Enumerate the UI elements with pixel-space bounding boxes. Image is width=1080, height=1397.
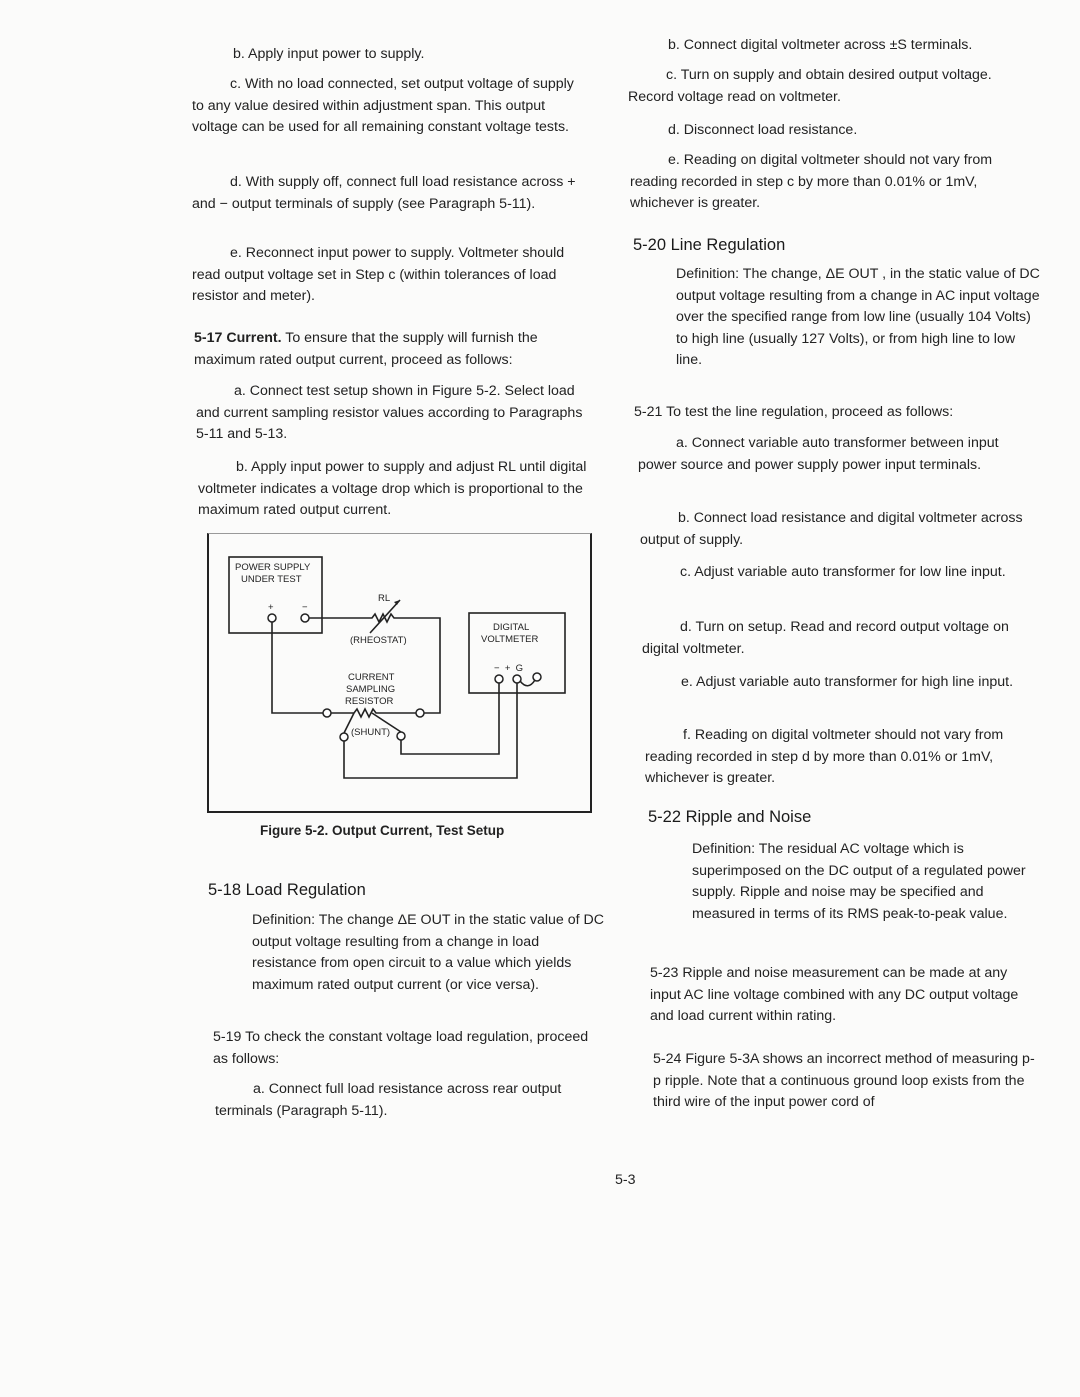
heading-5-22: 5-22 Ripple and Noise [648, 808, 812, 826]
heading-5-20: 5-20 Line Regulation [633, 236, 786, 254]
csr-label-3: RESISTOR [345, 696, 394, 707]
r-step-e2: e. Adjust variable auto transformer for high line input. [681, 674, 1014, 690]
r-step-b: b. Connect digital voltmeter across ±S terminals. [668, 37, 973, 53]
step-c: c. With no load connected, set output voltage of supply to any value desired within adjustment span. This output voltage can be used for all remaining constant voltage tests. [192, 76, 574, 135]
rheostat-label: (RHEOSTAT) [350, 635, 407, 646]
dvm-terminals-label: − + G [494, 663, 524, 674]
definition-5-22: Definition: The residual AC voltage which is superimposed on the DC output of a regulated power supply. Ripple and noise may be specified and measured in terms of its RMS peak-to-peak value. [692, 841, 1026, 922]
r-step-c: c. Turn on supply and obtain desired output voltage. Record voltage read on voltmeter. [628, 67, 992, 105]
rheostat-arrow [370, 600, 400, 633]
para-title: Current. [226, 330, 282, 346]
r-step-f: f. Reading on digital voltmeter should not vary from reading recorded in step d by more than 0.01% or 1mV, whichever is greater. [645, 727, 1004, 786]
psu-minus-label: − [302, 602, 308, 613]
figure-caption: Figure 5-2. Output Current, Test Setup [260, 823, 505, 838]
heading-5-18: 5-18 Load Regulation [208, 881, 366, 899]
dvm-label-2: VOLTMETER [481, 634, 539, 645]
r-step-b2: b. Connect load resistance and digital voltmeter across output of supply. [640, 510, 1023, 548]
step-d: d. With supply off, connect full load resistance across + and − output terminals of supply (see Paragraph 5-11). [192, 174, 576, 212]
r-step-d: d. Disconnect load resistance. [668, 122, 858, 138]
dvm-label: DIGITAL [493, 622, 530, 633]
r-step-a: a. Connect variable auto transformer between input power source and power supply power input terminals. [638, 435, 999, 473]
psu-plus-label: + [268, 602, 274, 613]
step-b2: b. Apply input power to supply and adjust RL until digital voltmeter indicates a voltage drop which is proportional to the maximum rated output current. [198, 459, 587, 518]
para-5-19: 5-19 To check the constant voltage load regulation, proceed as follows: [213, 1029, 589, 1067]
circuit-diagram [209, 534, 594, 814]
r-step-d2: d. Turn on setup. Read and record output voltage on digital voltmeter. [642, 619, 1009, 657]
para-text: To ensure that the supply will furnish the maximum rated output current, proceed as follows: [194, 330, 538, 368]
step-a2: a. Connect test setup shown in Figure 5-2. Select load and current sampling resistor values according to Paragraphs 5-11 and 5-13. [196, 383, 583, 442]
g-jumper [520, 680, 535, 686]
para-number: 5-17 [194, 330, 223, 346]
para-5-23: 5-23 Ripple and noise measurement can be made at any input AC line voltage combined with any DC output voltage and load current within rating. [650, 965, 1019, 1024]
definition-5-20: Definition: The change, ΔE OUT , in the static value of DC output voltage resulting from a change in AC input voltage over the specified range from low line (usually 104 Volts) to high line (usually 127 Volts), or from high line to low line. [676, 266, 1040, 368]
definition-5-18: Definition: The change ΔE OUT in the static value of DC output voltage resulting from a change in load resistance from open circuit to a value which yields maximum rated output current (or vice versa). [252, 912, 604, 993]
csr-label-2: SAMPLING [346, 684, 396, 695]
rl-label: RL [378, 593, 391, 604]
psu-label-2: UNDER TEST [241, 574, 302, 585]
page-number: 5-3 [615, 1172, 636, 1188]
step-e: e. Reconnect input power to supply. Voltmeter should read output voltage set in Step c (within tolerances of load resistor and meter). [192, 245, 565, 304]
positive-wire [272, 622, 323, 713]
shunt-resistor [331, 709, 416, 717]
step-a3: a. Connect full load resistance across rear output terminals (Paragraph 5-11). [215, 1081, 562, 1119]
para-5-21: 5-21 To test the line regulation, proceed as follows: [634, 404, 954, 420]
figure-5-2 [207, 533, 592, 813]
r-step-e: e. Reading on digital voltmeter should not vary from reading recorded in step c by more than 0.01% or 1mV, whichever is greater. [630, 152, 993, 211]
shunt-label: (SHUNT) [351, 727, 391, 738]
csr-label-1: CURRENT [348, 672, 395, 683]
psu-label: POWER SUPPLY [235, 562, 311, 573]
step-b: b. Apply input power to supply. [233, 46, 425, 62]
r-step-c2: c. Adjust variable auto transformer for low line input. [680, 564, 1006, 580]
para-5-24: 5-24 Figure 5-3A shows an incorrect method of measuring p-p ripple. Note that a continuous ground loop exists from the third wire of the input power cord of [653, 1051, 1035, 1110]
para-5-17 [194, 328, 579, 371]
